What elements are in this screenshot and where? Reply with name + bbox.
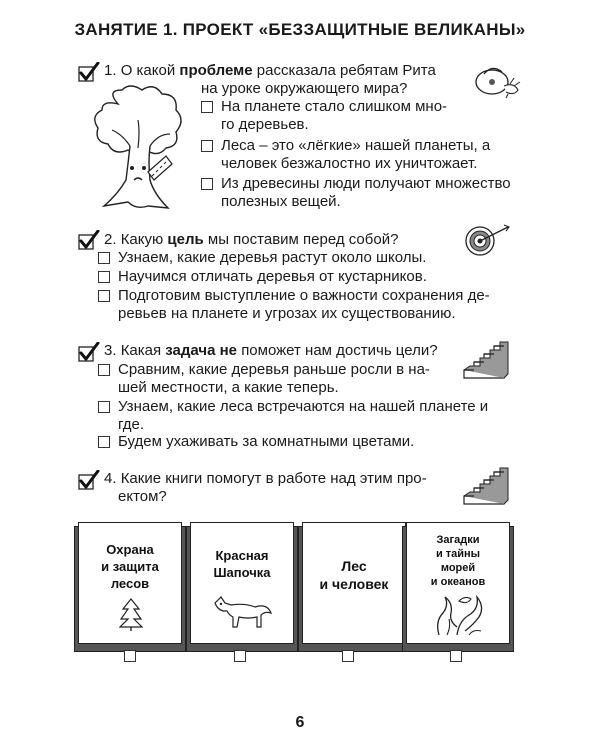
checkbox[interactable] (98, 290, 110, 302)
book-3-checkbox[interactable] (342, 650, 354, 662)
page-number: 6 (295, 714, 305, 731)
checkbox[interactable] (98, 401, 110, 413)
question-4-text: 4. Какие книги помогут в работе над этим про- (104, 470, 427, 487)
option-2-1: Узнаем, какие деревья растут около школы. (118, 249, 426, 267)
checkmark-icon (78, 342, 100, 362)
checkbox[interactable] (201, 140, 213, 152)
option-1-3: Из древесины люди получают множество полезных вещей. (221, 175, 511, 211)
seaweed-icon (429, 591, 489, 637)
question-1-text-line2: на уроке окружающего мира? (201, 80, 408, 97)
target-icon (462, 224, 512, 258)
question-2-text: 2. Какую цель мы поставим перед собой? (104, 231, 399, 248)
book-1: Охрана и защита лесов (74, 522, 186, 652)
stairs-icon (462, 336, 510, 382)
option-3-2: Узнаем, какие леса встречаются на нашей планете и где. (118, 398, 488, 434)
option-2-2: Научимся отличать деревья от кустарников. (118, 268, 427, 286)
option-2-3: Подготовим выступление о важности сохранения де- ревьев на планете и угрозах их существованию. (118, 287, 490, 323)
checkbox[interactable] (98, 252, 110, 264)
checkbox[interactable] (201, 178, 213, 190)
book-2: Красная Шапочка (186, 522, 298, 652)
question-1-text: 1. О какой проблеме рассказала ребятам Рита (104, 62, 436, 79)
book-2-checkbox[interactable] (234, 650, 246, 662)
checkbox[interactable] (201, 101, 213, 113)
stairs-icon (462, 462, 510, 508)
book-4: Загадки и тайны морей и океанов (402, 522, 514, 652)
lock-bug-icon (470, 60, 522, 100)
question-4-text-line2: ектом? (118, 488, 167, 505)
page-title: ЗАНЯТИЕ 1. ПРОЕКТ «БЕЗЗАЩИТНЫЕ ВЕЛИКАНЫ» (74, 20, 526, 39)
tree-icon (88, 84, 188, 216)
question-3-text: 3. Какая задача не поможет нам достичь цели? (104, 342, 438, 359)
option-1-2: Леса – это «лёгкие» нашей планеты, а человек безжалостно их уничтожает. (221, 137, 490, 173)
book-3: Лес и человек (298, 522, 410, 652)
checkbox[interactable] (98, 436, 110, 448)
checkbox[interactable] (98, 271, 110, 283)
option-3-1: Сравним, какие деревья раньше росли в на- шей местности, а какие теперь. (118, 361, 430, 397)
checkmark-icon (78, 470, 100, 490)
option-1-1: На планете стало слишком мно- го деревьев. (221, 98, 447, 134)
option-3-3: Будем ухаживать за комнатными цветами. (118, 433, 414, 451)
checkmark-icon (78, 62, 100, 82)
checkmark-icon (78, 230, 100, 250)
wolf-icon (211, 593, 273, 629)
checkbox[interactable] (98, 364, 110, 376)
book-4-checkbox[interactable] (450, 650, 462, 662)
book-1-checkbox[interactable] (124, 650, 136, 662)
fir-tree-icon (119, 597, 143, 631)
